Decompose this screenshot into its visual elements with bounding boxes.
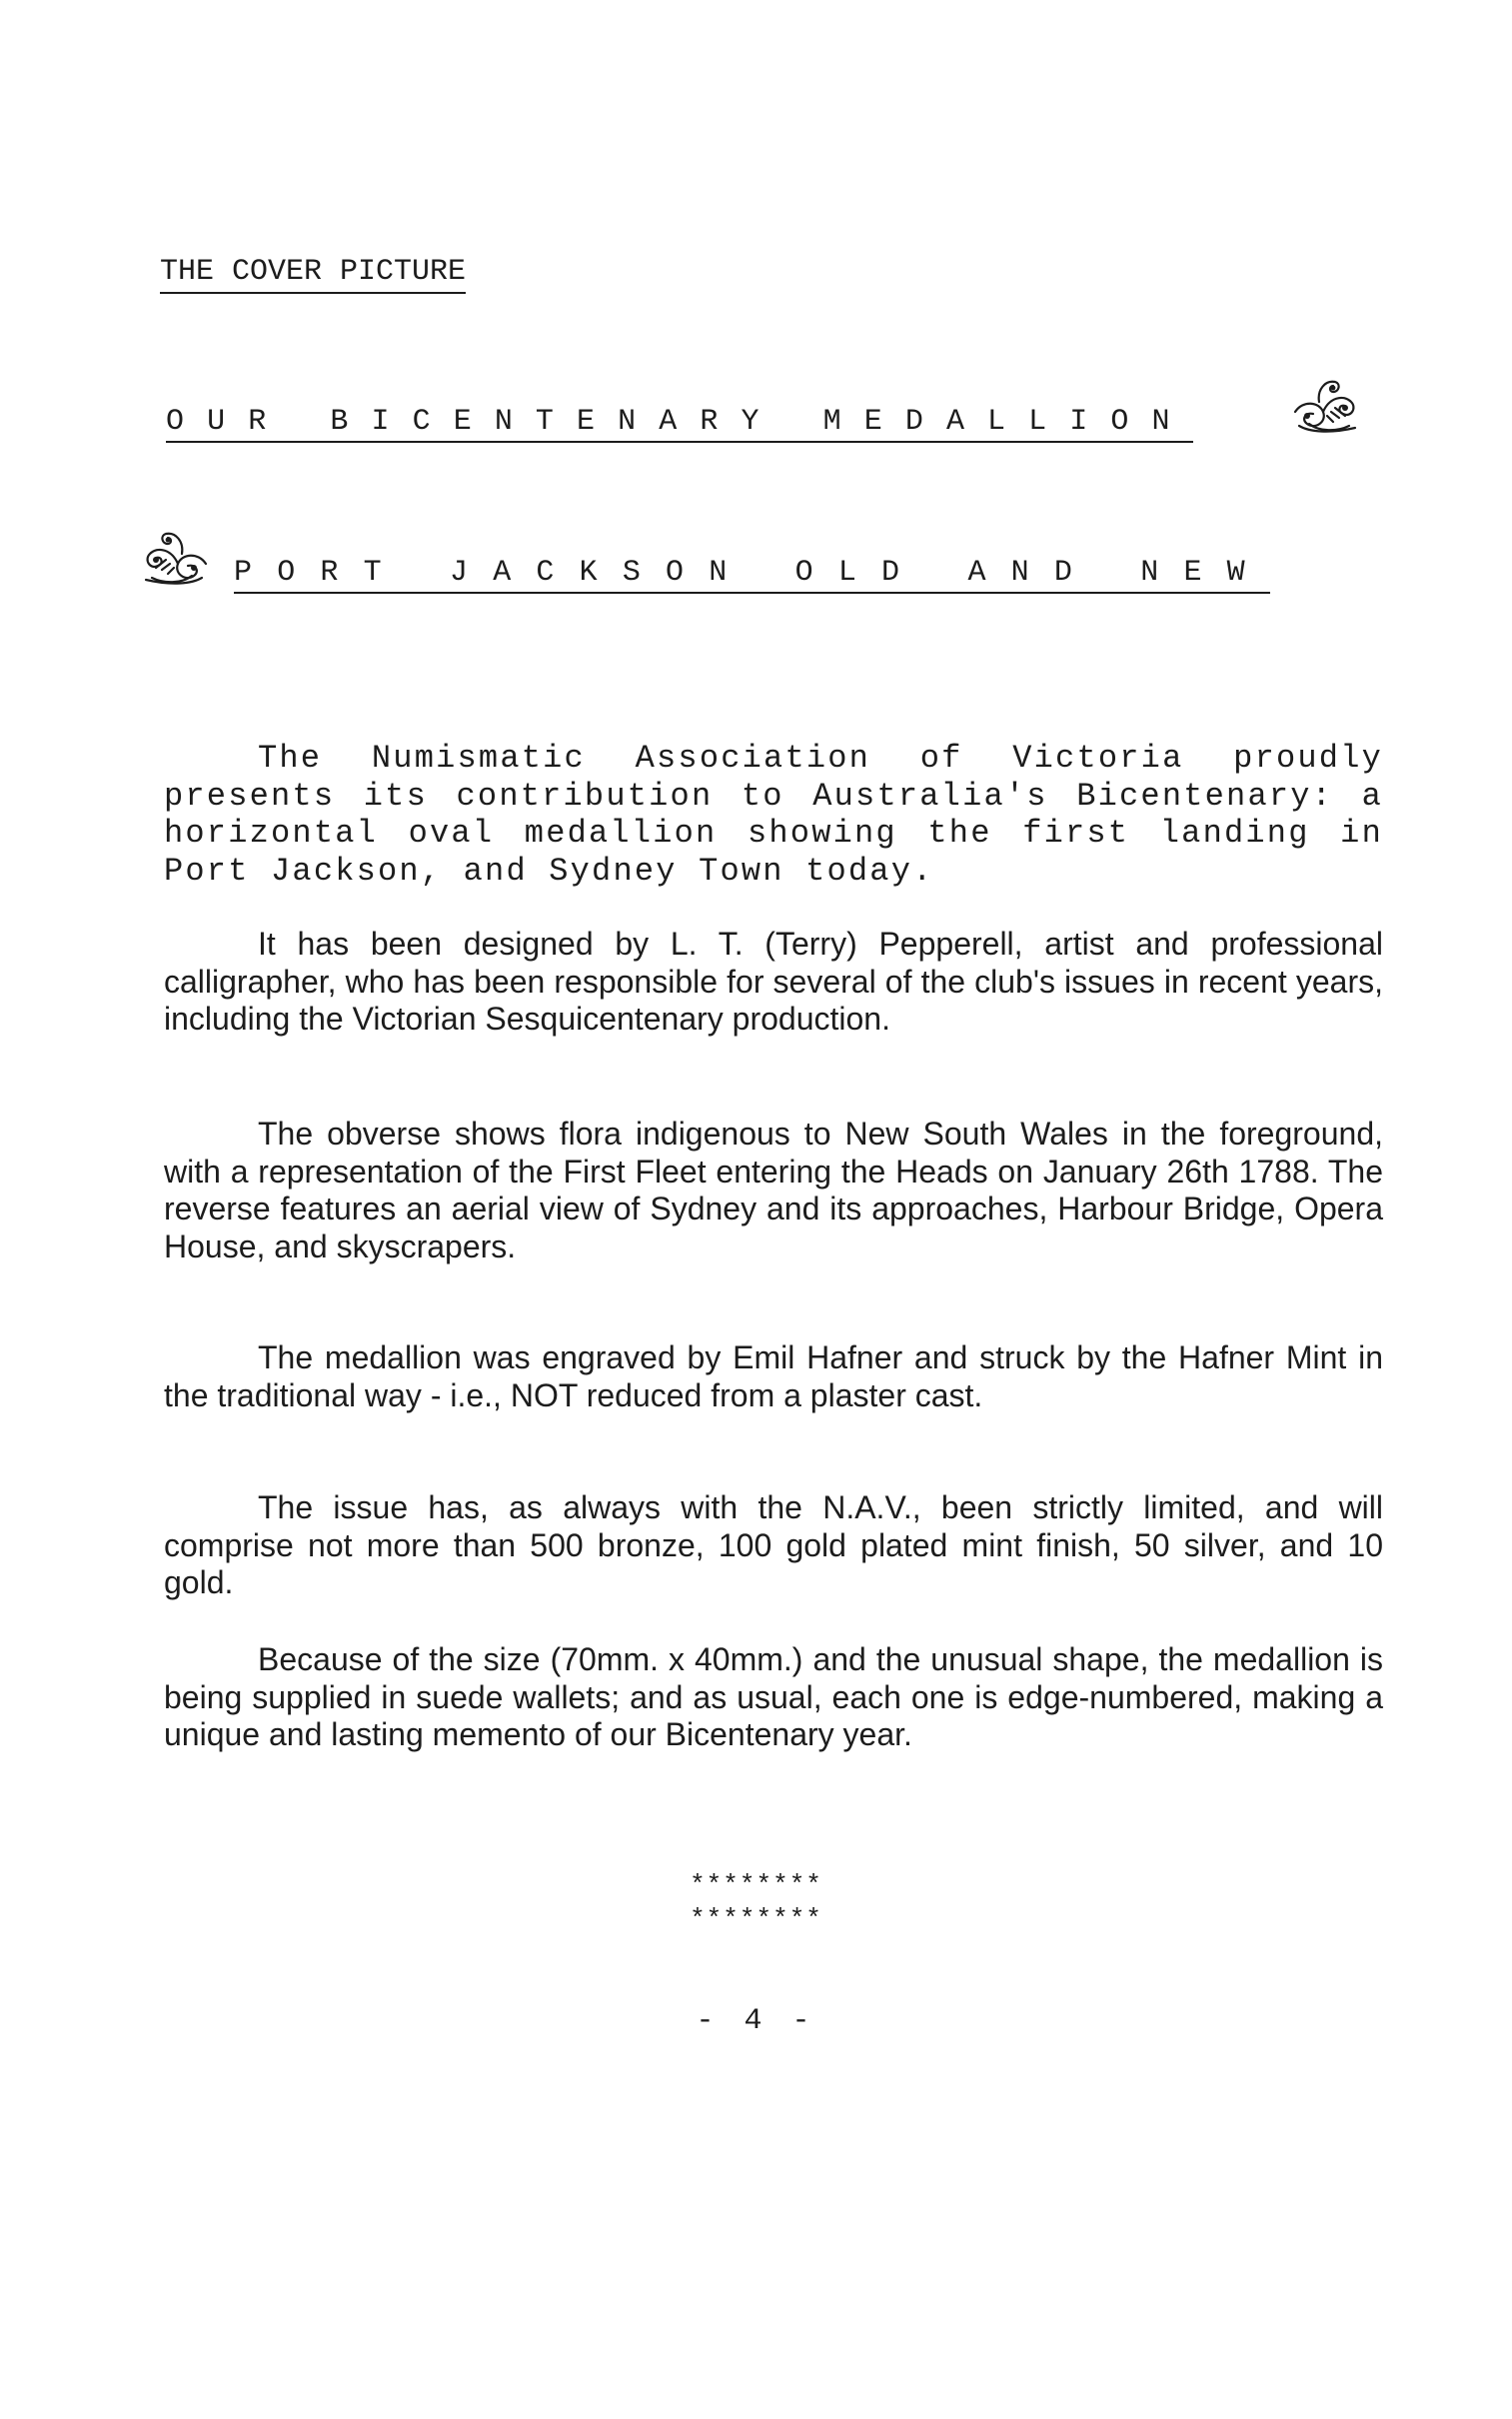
heading-title-2: PORT JACKSON OLD AND NEW [234, 556, 1270, 594]
floral-scroll-ornament-icon [1289, 372, 1361, 436]
paragraph-obverse-reverse: The obverse shows flora indigenous to New South Wales in the foreground, with a representation of the First Fleet entering the Heads on January 26th 1788. The reverse features an aerial view of Sydney and its approaches, Harbour Bridge, Opera House, and skyscrapers. [164, 1116, 1383, 1264]
heading-bicentenary-medallion [166, 404, 1193, 440]
heading-title-1: OUR BICENTENARY MEDALLION [166, 405, 1193, 443]
paragraph-intro: The Numismatic Association of Victoria proudly presents its contribution to Australia's Bicentenary: a horizontal oval medallion showing the first landing in Port Jackson, and Sydney Town today. [164, 740, 1383, 890]
paragraph-packaging: Because of the size (70mm. x 40mm.) and the unusual shape, the medallion is being supplied in suede wallets; and as usual, each one is edge-numbered, making a unique and lasting memento of our Bicentenary year. [164, 1641, 1383, 1752]
floral-scroll-ornament-icon [140, 524, 212, 588]
section-label: THE COVER PICTURE [160, 254, 466, 294]
page-number: - 4 - [696, 2004, 816, 2038]
paragraph-mintage: The issue has, as always with the N.A.V., been strictly limited, and will comprise not more than 500 bronze, 100 gold plated mint finish, 50 silver, and 10 gold. [164, 1489, 1383, 1600]
paragraph-engraving: The medallion was engraved by Emil Hafner and struck by the Hafner Mint in the traditional way - i.e., NOT reduced from a plaster cast. [164, 1339, 1383, 1413]
paragraph-designer: It has been designed by L. T. (Terry) Pepperell, artist and professional calligrapher, who has been responsible for several of the club's issues in recent years, including the Victorian Sesquicentenary production. [164, 926, 1383, 1037]
heading-port-jackson [234, 555, 1270, 591]
separator-line: ******** [690, 1870, 822, 1900]
separator-line: ******** [690, 1904, 822, 1934]
